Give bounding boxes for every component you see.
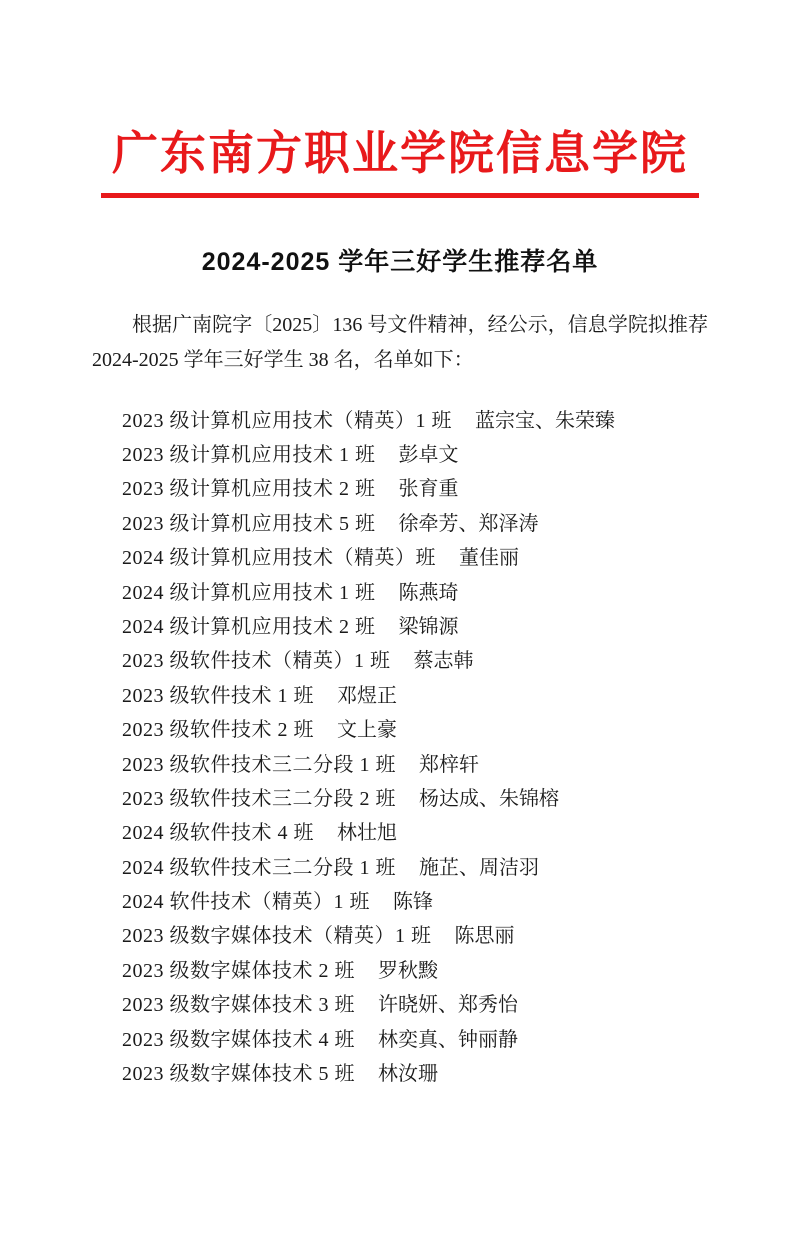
- document-page: [0, 128, 800, 1258]
- class-name: 2024 级软件技术三二分段 1 班: [122, 856, 396, 879]
- class-name: 2023 级数字媒体技术 4 班: [122, 1028, 355, 1051]
- intro-text: 根据广南院字〔2025〕136 号文件精神，经公示，信息学院拟推荐 2024-2025 学年三好学生 38 名，名单如下：: [92, 313, 708, 371]
- class-name: 2024 软件技术（精英）1 班: [122, 891, 370, 914]
- list-item: [122, 610, 740, 644]
- intro-paragraph: [60, 308, 740, 378]
- class-name: 2023 级数字媒体技术 2 班: [122, 959, 355, 982]
- list-item: [122, 885, 740, 919]
- list-item: [122, 1057, 740, 1091]
- student-names: 陈思丽: [454, 925, 515, 948]
- class-name: 2023 级计算机应用技术 1 班: [122, 443, 376, 466]
- class-name: 2023 级软件技术三二分段 1 班: [122, 753, 396, 776]
- list-item: [122, 919, 740, 953]
- list-item: [122, 954, 740, 988]
- class-name: 2024 级计算机应用技术 2 班: [122, 615, 376, 638]
- list-item: [122, 541, 740, 575]
- student-names: 许晓妍、郑秀怡: [378, 994, 518, 1017]
- student-names: 蔡志韩: [413, 650, 474, 673]
- recommendation-list: [60, 404, 740, 1092]
- list-item: [122, 644, 740, 678]
- student-names: 彭卓文: [398, 443, 459, 466]
- class-name: 2023 级数字媒体技术 3 班: [122, 994, 355, 1017]
- masthead-divider: [101, 193, 699, 198]
- list-item: [122, 748, 740, 782]
- list-item: [122, 404, 740, 438]
- list-item: [122, 713, 740, 747]
- student-names: 蓝宗宝、朱荣臻: [475, 409, 615, 432]
- class-name: 2023 级计算机应用技术 5 班: [122, 512, 376, 535]
- list-item: [122, 988, 740, 1022]
- class-name: 2023 级计算机应用技术（精英）1 班: [122, 409, 452, 432]
- class-name: 2023 级软件技术（精英）1 班: [122, 650, 391, 673]
- class-name: 2023 级软件技术 1 班: [122, 684, 314, 707]
- student-names: 林奕真、钟丽静: [378, 1028, 518, 1051]
- list-item: [122, 851, 740, 885]
- class-name: 2023 级数字媒体技术（精英）1 班: [122, 925, 432, 948]
- student-names: 罗秋黢: [378, 959, 438, 982]
- student-names: 施芷、周洁羽: [419, 856, 539, 879]
- student-names: 董佳丽: [459, 547, 519, 570]
- class-name: 2024 级计算机应用技术（精英）班: [122, 547, 436, 570]
- student-names: 张育重: [398, 478, 459, 501]
- student-names: 梁锦源: [398, 615, 459, 638]
- student-names: 杨达成、朱锦榕: [419, 787, 559, 810]
- student-names: 文上豪: [337, 719, 397, 742]
- list-item: [122, 679, 740, 713]
- student-names: 郑梓轩: [419, 753, 479, 776]
- class-name: 2023 级计算机应用技术 2 班: [122, 478, 376, 501]
- student-names: 林汝珊: [378, 1063, 438, 1086]
- list-item: [122, 816, 740, 850]
- class-name: 2024 级软件技术 4 班: [122, 822, 314, 845]
- list-item: [122, 782, 740, 816]
- student-names: 林壮旭: [337, 822, 397, 845]
- student-names: 邓煜正: [337, 684, 397, 707]
- page-title: 2024-2025 学年三好学生推荐名单: [201, 247, 599, 276]
- student-names: 陈燕琦: [398, 581, 459, 604]
- class-name: 2023 级软件技术三二分段 2 班: [122, 787, 396, 810]
- list-item: [122, 576, 740, 610]
- list-item: [122, 438, 740, 472]
- class-name: 2024 级计算机应用技术 1 班: [122, 581, 376, 604]
- class-name: 2023 级数字媒体技术 5 班: [122, 1063, 355, 1086]
- list-item: [122, 507, 740, 541]
- student-names: 陈锋: [393, 891, 433, 914]
- masthead: [60, 128, 740, 198]
- list-item: [122, 472, 740, 506]
- student-names: 徐牵芳、郑泽涛: [398, 512, 539, 535]
- class-name: 2023 级软件技术 2 班: [122, 719, 314, 742]
- organization-title: 广东南方职业学院信息学院: [112, 126, 688, 180]
- list-item: [122, 1023, 740, 1057]
